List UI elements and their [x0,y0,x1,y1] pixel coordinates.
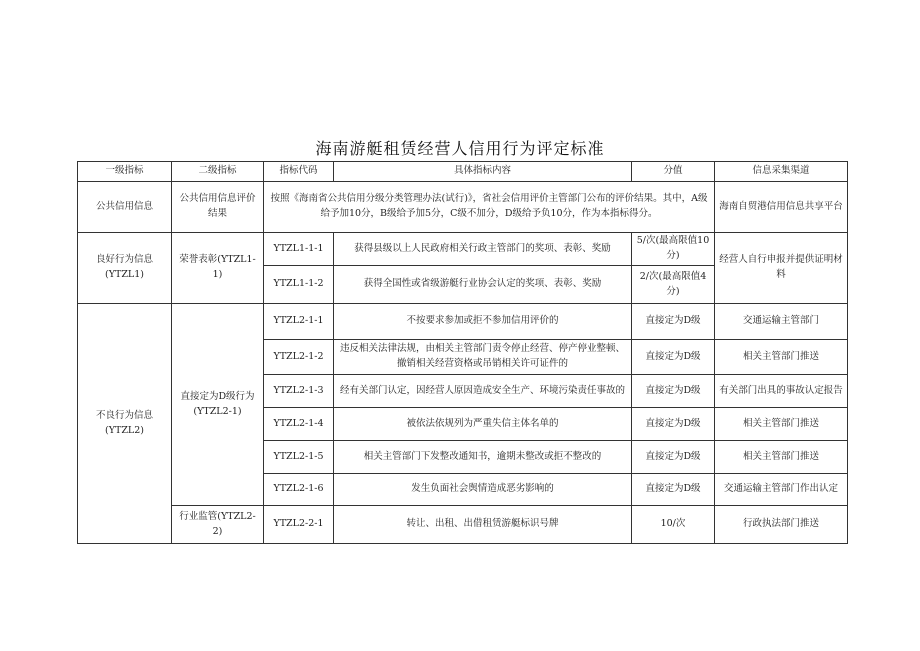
public-level2: 公共信用信息评价结果 [172,182,264,233]
row-content: 违反相关法律法规，由相关主管部门责令停止经营、停产停业整顿、撤销相关经营资格或吊销相关许可证件的 [334,340,632,375]
row-score: 直接定为D级 [632,304,715,340]
row-score: 直接定为D级 [632,441,715,474]
public-level1: 公共信用信息 [78,182,172,233]
good-level1: 良好行为信息(YTZL1) [78,233,172,304]
bad-supervision-level2: 行业监管(YTZL2-2) [172,506,264,544]
row-content: 相关主管部门下发整改通知书，逾期未整改或拒不整改的 [334,441,632,474]
row-code: YTZL2-1-4 [264,408,334,441]
header-level2: 二级指标 [172,162,264,182]
row-score: 直接定为D级 [632,474,715,506]
row-channel: 行政执法部门推送 [715,506,848,544]
criteria-table [77,161,848,544]
table-row [78,506,848,544]
row-code: YTZL2-1-3 [264,375,334,408]
header-level1: 一级指标 [78,162,172,182]
row-score: 直接定为D级 [632,408,715,441]
table-row [78,182,848,233]
public-channel: 海南自贸港信用信息共享平台 [715,182,848,233]
row-channel: 相关主管部门推送 [715,441,848,474]
row-code: YTZL2-1-2 [264,340,334,375]
row-content: 经有关部门认定，因经营人原因造成安全生产、环境污染责任事故的 [334,375,632,408]
row-score: 5/次(最高限值10分) [632,233,715,266]
row-code: YTZL2-1-5 [264,441,334,474]
row-channel: 交通运输主管部门 [715,304,848,340]
row-content: 发生负面社会舆情造成恶劣影响的 [334,474,632,506]
row-code: YTZL1-1-1 [264,233,334,266]
row-channel: 相关主管部门推送 [715,340,848,375]
row-score: 直接定为D级 [632,375,715,408]
header-score: 分值 [632,162,715,182]
row-content: 获得全国性或省级游艇行业协会认定的奖项、表彰、奖励 [334,266,632,304]
public-content: 按照《海南省公共信用分级分类管理办法(试行)》，省社会信用评价主管部门公布的评价结果。其中，A级给予加10分，B级给予加5分，C级不加分，D级给予负10分，作为本指标得分。 [264,182,715,233]
row-content: 不按要求参加或拒不参加信用评价的 [334,304,632,340]
bad-direct-level2: 直接定为D级行为(YTZL2-1) [172,304,264,506]
header-row [78,162,848,182]
header-content: 具体指标内容 [334,162,632,182]
row-content: 被依法依规列为严重失信主体名单的 [334,408,632,441]
row-score: 2/次(最高限值4分) [632,266,715,304]
row-content: 转让、出租、出借租赁游艇标识号牌 [334,506,632,544]
row-channel: 相关主管部门推送 [715,408,848,441]
header-code: 指标代码 [264,162,334,182]
row-score: 10/次 [632,506,715,544]
good-channel: 经营人自行申报并提供证明材料 [715,233,848,304]
row-content: 获得县级以上人民政府相关行政主管部门的奖项、表彰、奖励 [334,233,632,266]
row-code: YTZL2-1-6 [264,474,334,506]
row-score: 直接定为D级 [632,340,715,375]
table-row [78,304,848,340]
good-level2: 荣誉表彰(YTZL1-1) [172,233,264,304]
row-channel: 有关部门出具的事故认定报告 [715,375,848,408]
document-title: 海南游艇租赁经营人信用行为评定标准 [315,139,605,158]
row-code: YTZL1-1-2 [264,266,334,304]
row-code: YTZL2-2-1 [264,506,334,544]
row-code: YTZL2-1-1 [264,304,334,340]
bad-level1: 不良行为信息(YTZL2) [78,304,172,544]
header-channel: 信息采集渠道 [715,162,848,182]
row-channel: 交通运输主管部门作出认定 [715,474,848,506]
table-row [78,233,848,266]
